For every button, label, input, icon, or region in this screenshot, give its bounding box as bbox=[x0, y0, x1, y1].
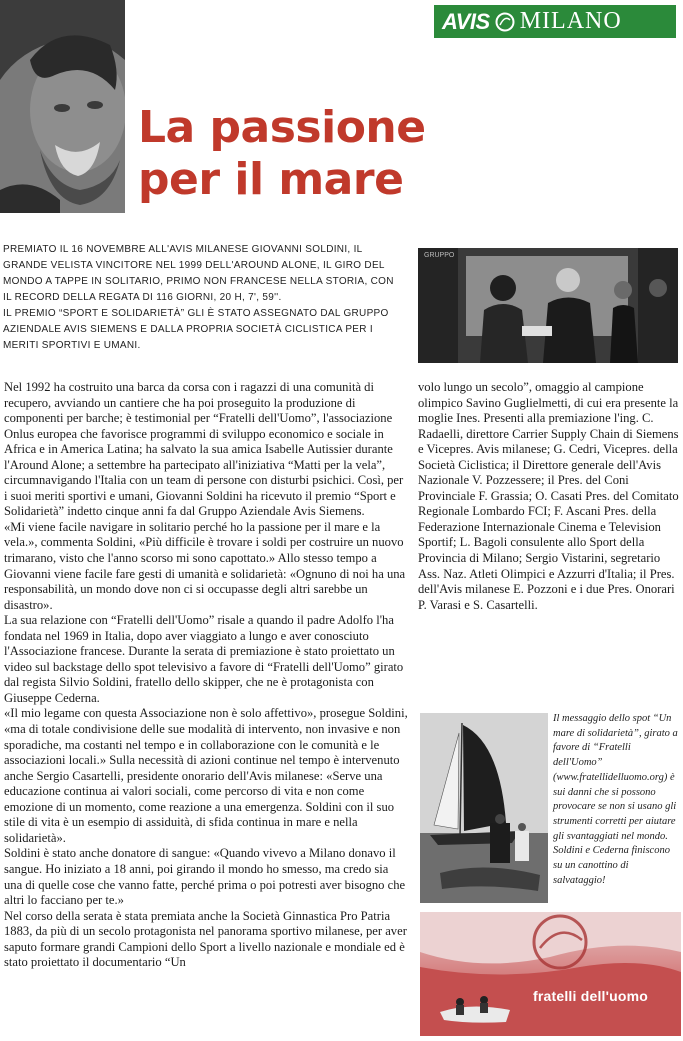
sailing-photo bbox=[420, 713, 548, 903]
award-photo-label: GRUPPO bbox=[424, 252, 455, 259]
fratelli-dell-uomo-logo-text: fratelli dell'uomo bbox=[533, 988, 649, 1004]
body-paragraph: «Il mio legame con questa Associazione non è solo affettivo», prosegue Soldini, «ma di totale condivisione delle sue modalità di intervento, non invasive e non sporadiche, ma costanti nel tempo e in collaborazione con le comunità e le associazioni locali.» Sulla necessità di azioni continue nel tempo è intervenuto anche Sergio Casartelli, presidente onorario dell'Avis milanese: «Serve una educazione continua ai valori sociali, come percorso di vita e non come emozione di un momento, come reazione a una emergenza. Soldini con il suo stile di vita è un esempio di assiduità, di sfida continua in mare e nella solidarietà». bbox=[4, 706, 408, 845]
article-column-left bbox=[4, 380, 408, 971]
logo-emblem-icon bbox=[494, 11, 516, 33]
award-ceremony-photo bbox=[418, 248, 678, 363]
body-paragraph: «Mi viene facile navigare in solitario perché ho la passione per il mare e la vela.», commenta Soldini, «Più difficile è trovare i soldi per costruire un nuovo trimarano, visto che l'anno scorso mi sono capottato.» Allo stesso tempo a Giovanni viene facile fare gesti di umanità e solidarietà: «Ognuno di noi ha una responsabilità, un mondo dove non ci si occupasse degli altri sarebbe un disastro». bbox=[4, 519, 406, 612]
logo-avis-text: AVIS bbox=[442, 8, 490, 34]
portrait-photo bbox=[0, 0, 125, 213]
intro-paragraph-1: PREMIATO IL 16 NOVEMBRE ALL'AVIS MILANESE GIOVANNI SOLDINI, IL GRANDE VELISTA VINCITORE NEL 1999 DELL'AROUND ALONE, IL GIRO DEL MONDO A TAPPE IN SOLITARIO, PRIMO NON FRANCESE NELLA STORIA, CON IL RECORD DELLA REGATA DI 116 GIORNI, 20 H, 7', 59''. bbox=[3, 244, 394, 303]
logo-milano-text: MILANO bbox=[519, 8, 622, 34]
body-paragraph: La sua relazione con “Fratelli dell'Uomo” risale a quando il padre Adolfo l'ha fondata nel 1969 in Italia, dopo aver viaggiato a lungo e aver conosciuto l'Associazione francese. Durante la serata di premiazione è stato proiettato un video sul backstage dello spot televisivo a favore di “Fratelli dell'Uomo” girato dal regista Silvio Soldini, fratello dello skipper, che ne è protagonista con Giuseppe Cederna. bbox=[4, 613, 404, 705]
body-paragraph: Nel 1992 ha costruito una barca da corsa con i ragazzi di una comunità di recupero, avviando un cantiere che ha poi proseguito la produzione di componenti per barche; è testimonial per “Fratelli dell'Uomo”, l'associazione Onlus europea che favorisce programmi di sviluppo economico e sociale in Africa e in America Latina; ha salvato la sua amica Isabelle Autissier durante l'Around Alone; a settembre ha partecipato all'iniziativa “Matti per la vela”, circumnavigando l'Italia con un team di persone con disturbi psichici. Così, per i suoi meriti sportivi e umani, Giovanni Soldini ha ricevuto il premio “Sport e Solidarietà” indetto cinque anni fa dal Gruppo Aziendale Avis Siemens. bbox=[4, 380, 404, 519]
body-paragraph: volo lungo un secolo”, omaggio al campione olimpico Savino Guglielmetti, di cui era presente la moglie Ines. Presenti alla premiazione l'ing. C. Radaelli, direttore Carrier Supply Chain di Siemens e Vicepres. Avis milanese; G. Cedri, Vicepres. della Società Ciclistica; il Direttore generale dell'Avis Nazionale V. Pozzessere; il Pres. del Coni Provinciale F. Grassia; O. Casati Pres. del Comitato Regionale Lombardo FCI; F. Ascani Pres. della Federazione Internazionale Cinema e Television Sportif; L. Bagoli consulente allo Sport della Provincia di Milano; Sergio Vistarini, segretario Ass. Naz. Atleti Olimpici e Azzurri d'Italia; il Pres. dell'Avis milanese E. Pozzoni e i due Pres. Onorari P. Varasi e S. Casartelli. bbox=[418, 380, 679, 612]
intro-block bbox=[3, 242, 403, 354]
intro-paragraph-2: IL PREMIO “SPORT E SOLIDARIETÀ” GLI È STATO ASSEGNATO DAL GRUPPO AZIENDALE AVIS SIEMENS E DALLA PROPRIA SOCIETÀ CICLISTICA PER I MERITI SPORTIVI E UMANI. bbox=[3, 308, 389, 351]
body-paragraph: Nel corso della serata è stata premiata anche la Società Ginnastica Pro Patria 1883, da più di un secolo protagonista nel panorama sportivo milanese, per aver saputo formare grandi Campioni dello Sport a livello nazionale e mondiale ed è stato proiettato il documentario “Un bbox=[4, 908, 407, 970]
photo-caption: Il messaggio dello spot “Un mare di solidarietà”, girato a favore di “Fratelli dell'Uomo” (www.fratellidelluomo.org) è sui danni che si possono provocare se non si usano gli strumenti corretti per aiutare gli svantaggiati nel mondo. Soldini e Cederna finiscono su un canottino di salvataggio! bbox=[553, 713, 678, 886]
article-column-right bbox=[418, 380, 680, 613]
headline bbox=[138, 102, 458, 206]
headline-line-1: La passione bbox=[138, 102, 426, 153]
fratelli-dell-uomo-banner bbox=[420, 912, 681, 1036]
headline-line-2: per il mare bbox=[138, 154, 404, 205]
body-paragraph: Soldini è stato anche donatore di sangue: «Quando vivevo a Milano donavo il sangue. Ho iniziato a 18 anni, poi girando il mondo ho smesso, ma credo sia una di quelle cose che vanno fatte, perché prima o poi potresti aver bisogno che altri lo facciano per te.» bbox=[4, 846, 406, 908]
avis-milano-logo bbox=[434, 5, 676, 38]
banner-artwork bbox=[420, 912, 681, 1036]
